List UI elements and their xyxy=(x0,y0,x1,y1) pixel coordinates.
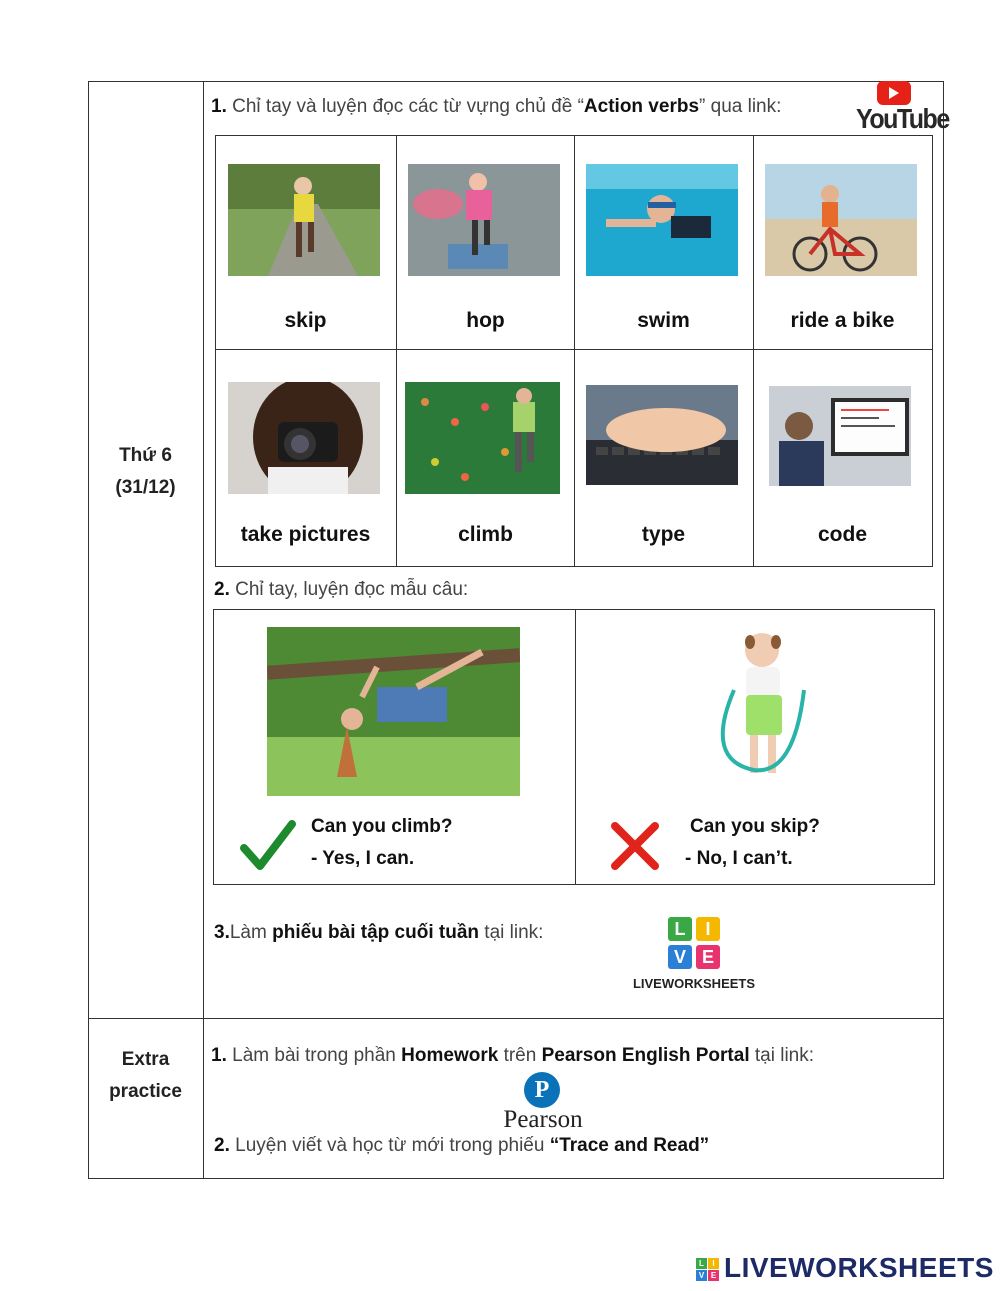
liveworksheets-wordmark: LIVEWORKSHEETS xyxy=(632,976,756,991)
bike-photo xyxy=(765,164,917,276)
task3-number: 3. xyxy=(214,922,230,943)
vocab-word: hop xyxy=(466,309,505,332)
vocab-word: take pictures xyxy=(240,523,371,546)
question-climb: Can you climb? xyxy=(311,816,453,837)
vocab-card-skip xyxy=(216,136,395,351)
vocab-grid xyxy=(215,135,933,567)
extra-task2-bold: “Trace and Read” xyxy=(549,1135,710,1156)
task1-text-a: Chỉ tay và luyện đọc các từ vựng chủ đề “ xyxy=(232,96,584,117)
day-label xyxy=(88,440,203,504)
answer-skip: - No, I can’t. xyxy=(685,848,793,869)
camera-photo xyxy=(228,382,380,494)
column-divider xyxy=(203,81,204,1179)
row-divider xyxy=(88,1018,944,1019)
footer-live-icon xyxy=(696,1258,720,1282)
extra-task1-bold-b: Pearson English Portal xyxy=(541,1045,750,1066)
footer-letter-l: L xyxy=(696,1258,707,1269)
check-icon xyxy=(240,820,296,875)
task3-bold: phiếu bài tập cuối tuần xyxy=(272,922,480,943)
extra-task1-text-b: trên xyxy=(498,1045,542,1066)
vocab-card-ride-a-bike xyxy=(753,136,932,351)
footer-letter-e: E xyxy=(708,1270,719,1281)
climbing-tree-photo xyxy=(267,627,520,796)
live-letter-i: I xyxy=(696,917,720,941)
task2-instruction xyxy=(214,579,468,601)
task1-text-b: ” qua link: xyxy=(699,96,782,117)
vocab-card-take-pictures xyxy=(216,350,395,565)
extra-task2-number: 2. xyxy=(214,1135,230,1156)
coding-photo xyxy=(769,386,911,486)
vocab-word: swim xyxy=(637,309,690,332)
day-name: Thứ 6 xyxy=(119,445,172,466)
vocab-word: ride a bike xyxy=(790,309,895,332)
extra-task2-instruction xyxy=(214,1135,709,1157)
question-skip: Can you skip? xyxy=(690,816,820,837)
footer-brand[interactable]: LIVEWORKSHEETS xyxy=(724,1252,994,1283)
task2-number: 2. xyxy=(214,579,230,600)
task1-bold: Action verbs xyxy=(583,96,700,117)
task3-instruction xyxy=(214,922,543,944)
cross-icon xyxy=(609,820,661,877)
hop-photo xyxy=(408,164,560,276)
extra-practice-label xyxy=(88,1044,203,1108)
liveworksheets-link[interactable] xyxy=(626,915,762,995)
task1-number: 1. xyxy=(211,96,227,117)
youtube-link[interactable] xyxy=(856,80,949,135)
skipping-rope-photo xyxy=(694,620,844,800)
sentence-examples xyxy=(213,609,935,885)
footer-letter-v: V xyxy=(696,1270,707,1281)
vocab-word: type xyxy=(641,523,686,546)
vocab-card-swim xyxy=(574,136,753,351)
vocab-card-climb xyxy=(396,350,575,565)
vocab-card-type xyxy=(574,350,753,565)
extra-task2-text-a: Luyện viết và học từ mới trong phiếu xyxy=(235,1135,550,1156)
vocab-card-code xyxy=(753,350,932,565)
extra-task1-instruction xyxy=(211,1045,814,1067)
task1-instruction xyxy=(211,96,781,118)
extra-line1: Extra xyxy=(121,1049,170,1070)
swim-photo xyxy=(586,164,738,276)
skip-photo xyxy=(228,164,380,276)
vocab-word: skip xyxy=(284,309,327,332)
pearson-icon: P xyxy=(524,1072,560,1108)
vocab-word: climb xyxy=(458,523,513,546)
extra-task1-number: 1. xyxy=(211,1045,227,1066)
live-letter-l: L xyxy=(668,917,692,941)
pearson-link[interactable] xyxy=(490,1072,596,1134)
day-date: (31/12) xyxy=(115,477,176,498)
climb-photo xyxy=(405,382,560,494)
extra-task1-bold-a: Homework xyxy=(401,1045,499,1066)
footer-letter-i: I xyxy=(708,1258,719,1269)
live-letter-e: E xyxy=(696,945,720,969)
extra-line2: practice xyxy=(109,1081,182,1102)
answer-climb: - Yes, I can. xyxy=(311,848,415,869)
youtube-wordmark: YouTube xyxy=(856,103,949,135)
extra-task1-text-c: tại link: xyxy=(749,1045,815,1066)
task2-text: Chỉ tay, luyện đọc mẫu câu: xyxy=(235,579,469,600)
typing-photo xyxy=(586,385,738,485)
task3-text-a: Làm xyxy=(229,922,273,943)
pearson-wordmark: Pearson xyxy=(503,1106,583,1133)
live-letter-v: V xyxy=(668,945,692,969)
task3-text-b: tại link: xyxy=(479,922,544,943)
extra-task1-text-a: Làm bài trong phần xyxy=(232,1045,402,1066)
vocab-card-hop xyxy=(396,136,575,351)
vocab-word: code xyxy=(817,523,867,546)
